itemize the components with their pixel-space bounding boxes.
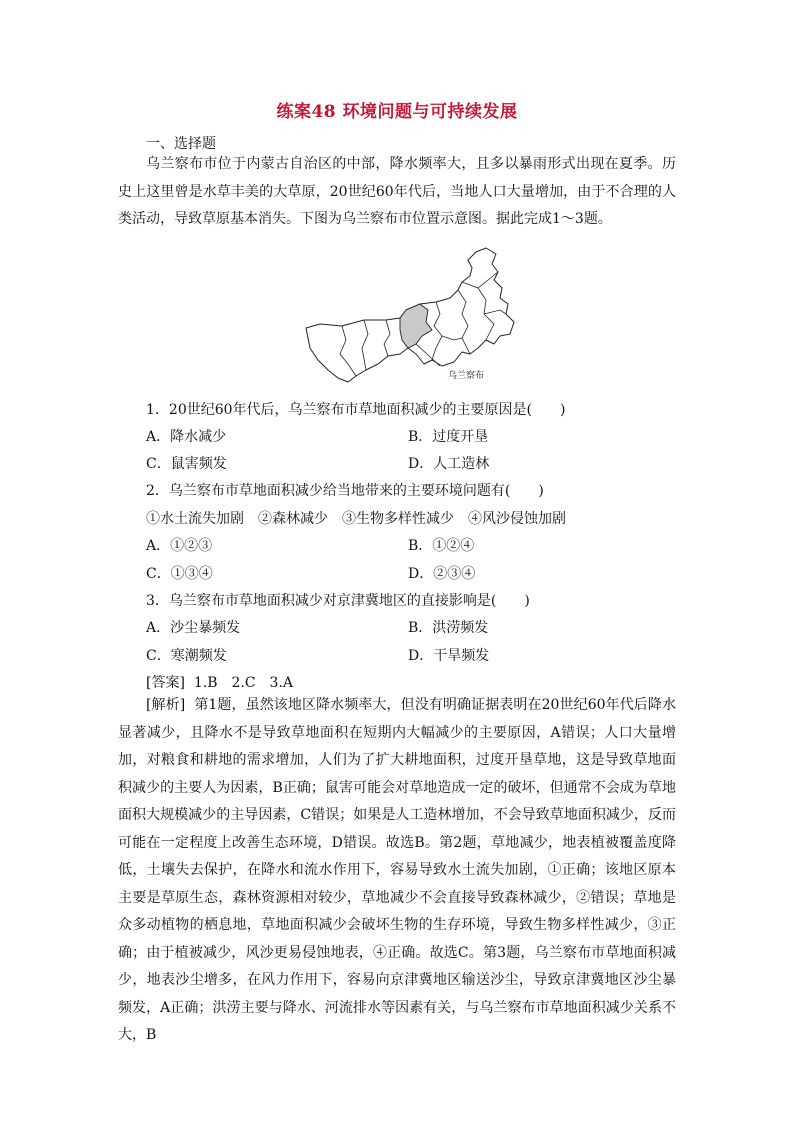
answer-label: [答案] [146,675,185,691]
q2-option-d[interactable]: D．②③④ [408,566,476,582]
page-title: 练案48 环境问题与可持续发展 [276,102,518,122]
q2-option-a[interactable]: A．①②③ [146,538,213,554]
intro-text: 乌兰察布市位于内蒙古自治区的中部，降水频率大，且多以暴雨形式出现在夏季。历史上这里曾是水草丰美的大草原，20世纪60年代后，当地人口大量增加，由于不合理的人类活动，导致草原基本消失。下图为乌兰察布市位置示意图。据此完成1～3题。 [118,156,676,227]
q1-stem: 1．20世纪60年代后，乌兰察布市草地面积减少的主要原因是( ) [146,402,566,418]
analysis-body [118,692,676,1050]
map-label: 乌兰察布 [448,371,485,381]
q2-option-c[interactable]: C．①③④ [146,566,213,582]
q3-stem: 3．乌兰察布市草地面积减少对京津冀地区的直接影响是( ) [146,593,530,609]
location-map [302,244,516,386]
analysis-label: [解析] [146,697,186,713]
q2-stem: 2．乌兰察布市草地面积减少给当地带来的主要环境问题有( ) [146,483,544,499]
q2-option-b[interactable]: B．①②④ [408,538,475,554]
section-heading: 一、选择题 [146,136,216,152]
analysis-text: 第1题，虽然该地区降水频率大，但没有明确证据表明在20世纪60年代后降水显著减少，且降水不是导致草地面积在短期内大幅减少的主要原因，A错误；人口大量增加，对粮食和耕地的需求增加，人们为了扩大耕地面积，过度开垦草地，这是导致草地面积减少的主要人为因素，B正确；鼠害可能会对草地造成一定的破坏，但通常不会成为草地面积大规模减少的主导因素，C错误；如果是人工造林增加，不会导致草地面积减少，反而可能在一定程度上改善生态环境，D错误。故选B。第2题，草地减少，地表植被覆盖度降低，土壤失去保护，在降水和流水作用下，容易导致水土流失加剧，①正确；该地区原本主要是草原生态，森林资源相对较少，草地减少不会直接导致森林减少，②错误；草地是众多动植物的栖息地，草地面积减少会破坏生物的生存环境，导致生物多样性减少，③正确；由于植被减少，风沙更易侵蚀地表，④正确。故选C。第3题，乌兰察布市草地面积减少，地表沙尘增多，在风力作用下，容易向京津冀地区输送沙尘，导致京津冀地区沙尘暴频发，A正确；洪涝主要与降水、河流排水等因素有关，与乌兰察布市草地面积减少关系不大，B [118,697,676,1043]
q3-option-d[interactable]: D．干旱频发 [408,648,490,664]
q3-option-a[interactable]: A．沙尘暴频发 [146,620,241,636]
intro-paragraph [118,151,676,234]
q1-option-a[interactable]: A．降水减少 [146,429,227,445]
q2-items: ①水土流失加剧 ②森林减少 ③生物多样性减少 ④风沙侵蚀加剧 [146,511,566,527]
q3-option-c[interactable]: C．寒潮频发 [146,648,227,664]
answer-line [146,674,293,692]
q1-option-d[interactable]: D．人工造林 [408,456,490,472]
answer-text: 1.B 2.C 3.A [193,675,294,691]
q1-option-c[interactable]: C．鼠害频发 [146,456,227,472]
q3-option-b[interactable]: B．洪涝频发 [408,620,489,636]
q1-option-b[interactable]: B．过度开垦 [408,429,489,445]
analysis-paragraph [118,692,676,1050]
